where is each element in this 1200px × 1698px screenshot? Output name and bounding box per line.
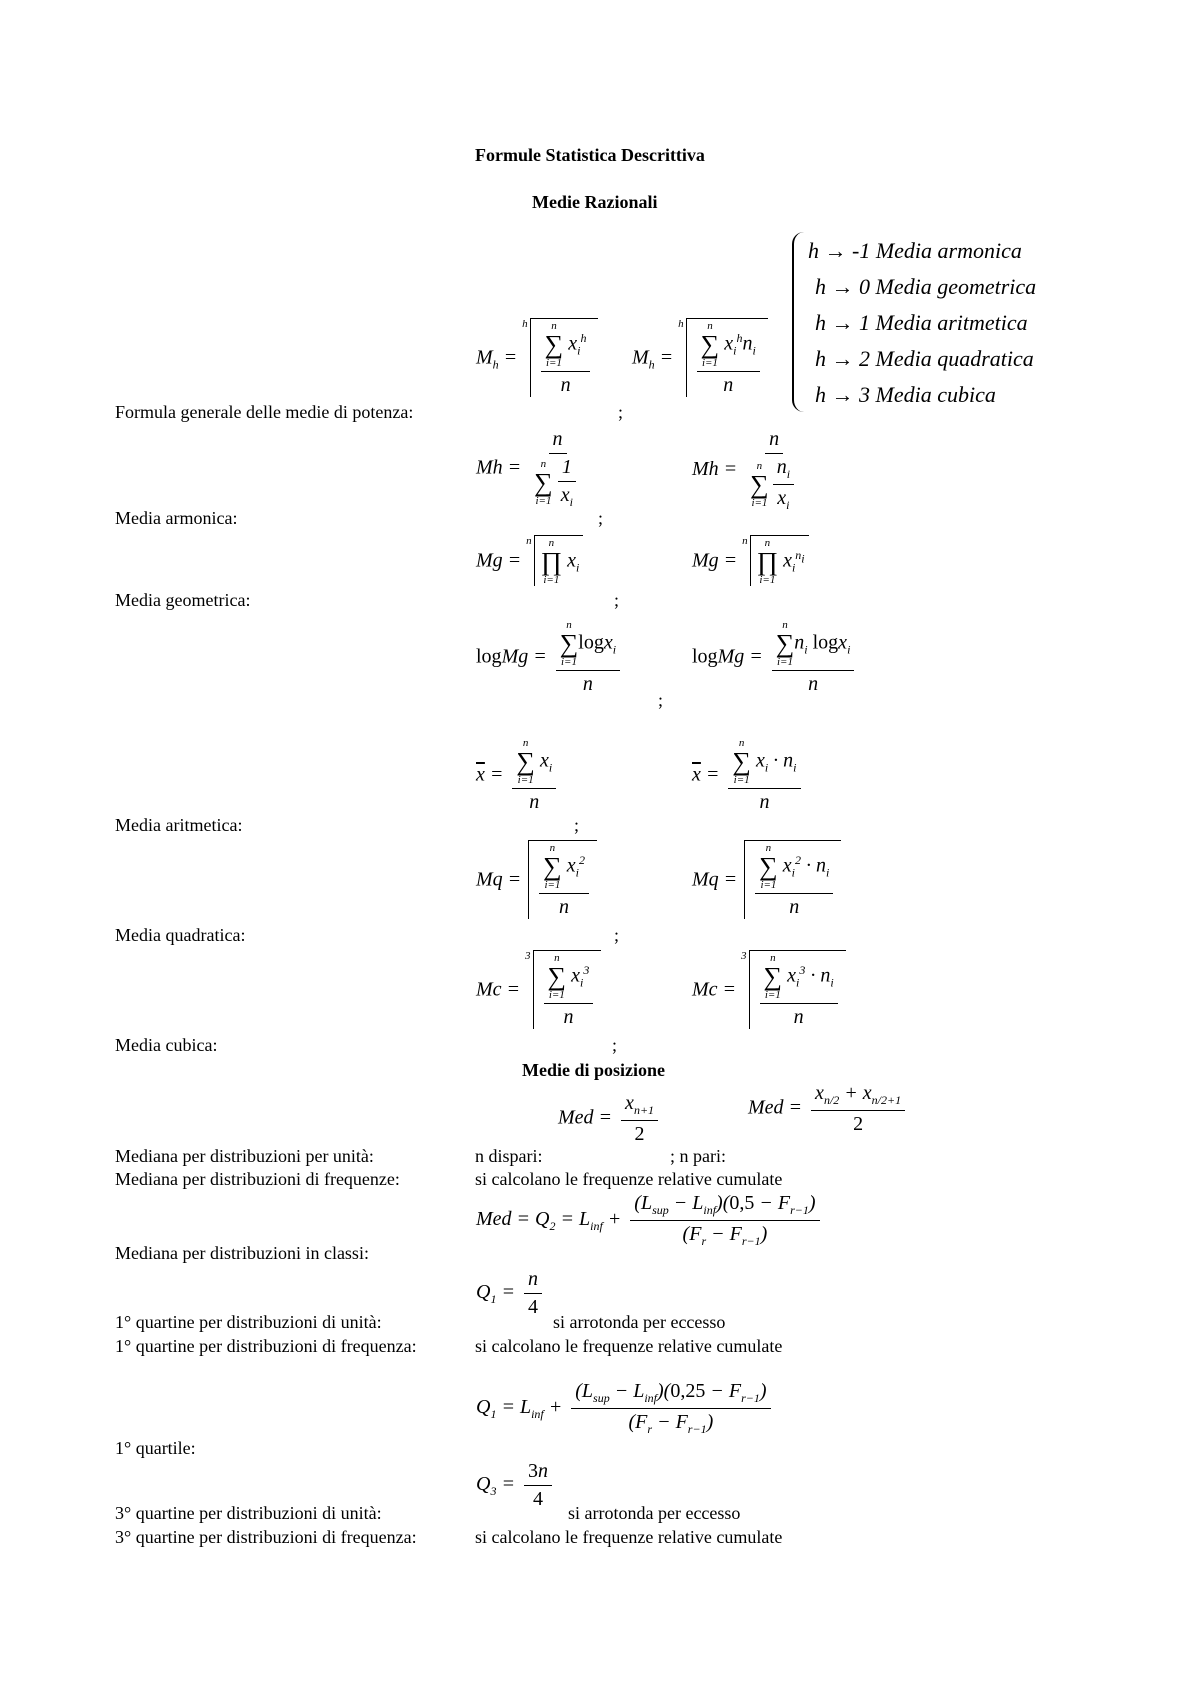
formula-arithmetic-weighted: $\overline{x}$ = n ∑ i=1 $x_i \cdot n_i$ n xyxy=(692,738,805,814)
formula-quadratic-weighted: Mq = n ∑ i=1 $x_i^2 \cdot n_i$ n xyxy=(692,840,841,919)
case-row: h → 0 Media geometrica xyxy=(815,274,1037,299)
note-eccesso: si arrotonda per eccesso xyxy=(553,1312,726,1332)
formula-harmonic-weighted: Mh = n n ∑ i=1 $\frac{n_i}{x_i}$ xyxy=(692,428,806,513)
label-mediana-classi: Mediana per distribuzioni in classi: xyxy=(115,1243,369,1263)
label-mediana-unita: Mediana per distribuzioni per unità: xyxy=(115,1146,374,1166)
formula-geometric-weighted: Mg = $^n$ n ∏ i=1 $x_i^{n_i}$ xyxy=(692,535,809,586)
formula-power-mean-weighted: $M_h = ^h$ n ∑ i=1 $x_i^hn_i$ n xyxy=(632,318,768,397)
formula-cubic-weighted: Mc = $^3$ n ∑ i=1 $x_i^3 \cdot n_i$ n xyxy=(692,950,846,1029)
label-formula-generale: Formula generale delle medie di potenza: xyxy=(115,402,414,422)
formula-cubic-simple: Mc = $^3$ n ∑ i=1 $x_i^3$ n xyxy=(476,950,601,1029)
separator-semicolon: ; xyxy=(614,590,620,610)
formula-arithmetic-simple: $\overline{x}$ = n ∑ i=1 $x_i$ n xyxy=(476,738,560,814)
section-heading-posizione: Medie di posizione xyxy=(522,1060,665,1080)
case-row: h → 2 Media quadratica xyxy=(815,346,1034,371)
formula-geometric-simple: Mg = $^n$ n ∏ i=1 $x_i$ xyxy=(476,535,583,586)
formula-median-even: Med = $\frac{x_{n/2} + x_{n/2+1}}{2}$ xyxy=(748,1082,909,1136)
label-q1-unita: 1° quartine per distribuzioni di unità: xyxy=(115,1312,382,1332)
page-title: Formule Statistica Descrittiva xyxy=(475,145,705,165)
label-q1-frequenza: 1° quartine per distribuzioni di frequenza: xyxy=(115,1336,417,1356)
formula-q1-units: $Q_1$ = $\frac{n}{4}$ xyxy=(476,1268,546,1319)
note-cumulate: si calcolano le frequenze relative cumulate xyxy=(475,1527,783,1547)
formula-log-geometric-weighted: logMg = n ∑ i=1 $n_i$ logx$_i$ n xyxy=(692,620,858,696)
note-eccesso: si arrotonda per eccesso xyxy=(568,1503,741,1523)
formula-median-classes: Med = $Q_2 = L_{inf}$ + $\frac{(L_{sup} - L_{inf})(0,5 - F_{r-1})}{(F_r - F_{r-1})}$ xyxy=(476,1192,824,1249)
separator-semicolon: ; xyxy=(618,402,624,422)
formula-q1-classes: $Q_1 = L_{inf}$ + $\frac{(L_{sup} - L_{inf})(0,25 - F_{r-1})}{(F_r - F_{r-1})}$ xyxy=(476,1380,775,1437)
case-row: h → 1 Media aritmetica xyxy=(815,310,1028,335)
case-row: h → 3 Media cubica xyxy=(815,382,996,407)
formula-q3-units: $Q_3$ = $\frac{3n}{4}$ xyxy=(476,1460,556,1511)
formula-power-mean-simple: $M_h = ^h$ n ∑ i=1 $x_i^h$ n xyxy=(476,318,598,397)
note-cumulate: si calcolano le frequenze relative cumulate xyxy=(475,1336,783,1356)
label-media-quadratica: Media quadratica: xyxy=(115,925,246,945)
label-q3-frequenza: 3° quartine per distribuzioni di frequenza: xyxy=(115,1527,417,1547)
label-media-cubica: Media cubica: xyxy=(115,1035,218,1055)
formula-log-geometric-simple: logMg = n ∑ i=1 logx$_i$ n xyxy=(476,620,624,696)
section-heading-razionali: Medie Razionali xyxy=(532,192,658,212)
label-q3-unita: 3° quartine per distribuzioni di unità: xyxy=(115,1503,382,1523)
label-q1-quartile: 1° quartile: xyxy=(115,1438,196,1458)
note-cumulate: si calcolano le frequenze relative cumulate xyxy=(475,1169,783,1189)
note-n-dispari: n dispari: xyxy=(475,1146,543,1166)
separator-semicolon: ; xyxy=(612,1035,618,1055)
separator-semicolon: ; xyxy=(614,925,620,945)
separator-semicolon: ; xyxy=(598,508,604,528)
case-row: h → -1 Media armonica xyxy=(808,238,1022,263)
formula-harmonic-simple: Mh = n n ∑ i=1 $\frac{1}{x_i}$ xyxy=(476,428,589,510)
label-media-aritmetica: Media aritmetica: xyxy=(115,815,243,835)
formula-quadratic-simple: Mq = n ∑ i=1 $x_i^2$ n xyxy=(476,840,597,919)
label-media-armonica: Media armonica: xyxy=(115,508,238,528)
formula-median-odd: Med = $\frac{x_{n+1}}{2}$ xyxy=(558,1092,662,1146)
note-n-pari: ; n pari: xyxy=(670,1146,726,1166)
separator-semicolon: ; xyxy=(574,815,580,835)
separator-semicolon: ; xyxy=(658,690,664,710)
label-mediana-frequenze: Mediana per distribuzioni di frequenze: xyxy=(115,1169,400,1189)
label-media-geometrica: Media geometrica: xyxy=(115,590,251,610)
